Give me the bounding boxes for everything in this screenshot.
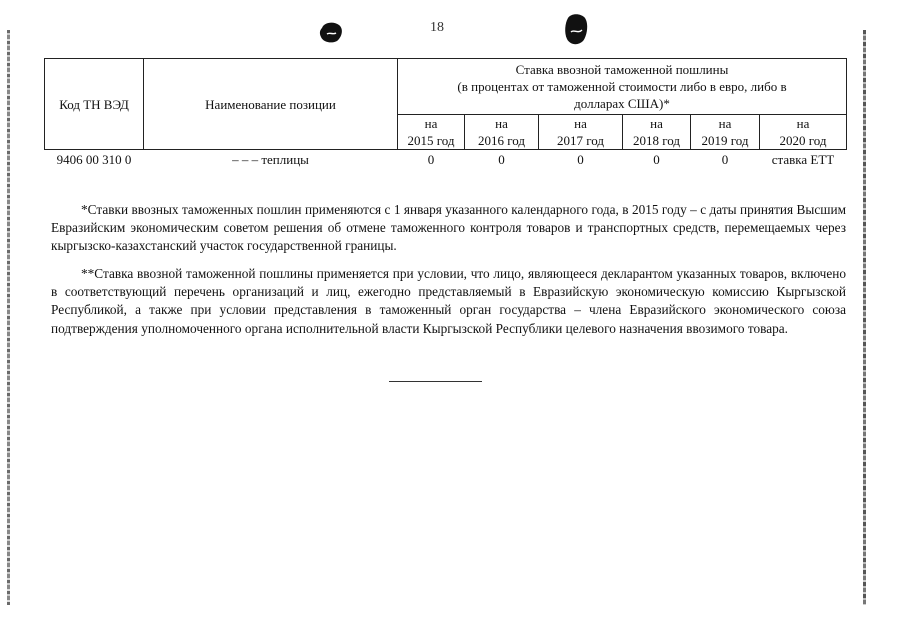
rate-cell: 0 — [498, 152, 505, 167]
year-value: 2019 год — [701, 133, 749, 148]
column-header-rate — [398, 59, 847, 115]
year-header-2018 — [623, 115, 691, 150]
year-prefix: на — [495, 116, 508, 131]
year-value: 2017 год — [557, 133, 604, 148]
year-header-2017 — [539, 115, 623, 150]
column-header-code: Код ТН ВЭД — [45, 59, 144, 150]
year-value: 2015 год — [407, 133, 455, 148]
rate-cell: 0 — [577, 152, 584, 167]
rate-cell: ставка ЕТТ — [771, 152, 835, 167]
footnote-single-asterisk: *Ставки ввозных таможенных пошлин применяются с 1 января указанного календарного года, в 2015 году – с даты принятия Высшим Евразийским экономическим советом решения об отмене таможенного контроля товаров и транспортных средств, перемещаемых через кыргызско-казахстанский участок государственной границы. — [51, 202, 846, 254]
year-header-2015 — [398, 115, 465, 150]
table-row — [45, 150, 847, 172]
row-code: 9406 00 310 0 — [56, 152, 132, 167]
rate-header-line: Ставка ввозной таможенной пошлины — [515, 62, 729, 77]
column-header-name: Наименование позиции — [144, 59, 398, 150]
year-prefix: на — [796, 116, 810, 131]
year-value: 2016 год — [478, 133, 525, 148]
scan-edge-right — [863, 30, 866, 605]
rate-cell: 0 — [721, 152, 729, 167]
year-prefix: на — [718, 116, 732, 131]
end-divider-line — [389, 381, 482, 382]
year-header-2020 — [760, 115, 847, 150]
punch-hole-mark-right — [563, 12, 589, 46]
row-name: – – – теплицы — [232, 152, 309, 167]
year-prefix: на — [574, 116, 587, 131]
rate-header-line: долларах США)* — [574, 96, 670, 111]
year-header-2016 — [465, 115, 539, 150]
rate-cell: 0 — [427, 152, 435, 167]
year-value: 2018 год — [633, 133, 680, 148]
page-number: 18 — [430, 20, 444, 35]
rate-cell: 0 — [653, 152, 660, 167]
year-prefix: на — [650, 116, 663, 131]
scan-edge-left — [7, 30, 10, 605]
punch-hole-mark-left — [318, 20, 344, 44]
footnote-double-asterisk: **Ставка ввозной таможенной пошлины применяется при условии, что лицо, являющееся декларантом указанных товаров, включено в соответствующий перечень организаций и лиц, ежегодно представляемый в Евразийскую экономическую комиссию Кыргызской Республикой, а также при условии представления в таможенный орган государства – члена Евразийского экономического союза подтверждения уполномоченного органа исполнительной власти Кыргызской Республики целевого назначения ввозимого товара. — [51, 266, 846, 336]
year-prefix: на — [424, 116, 438, 131]
rate-header-line: (в процентах от таможенной стоимости либо в евро, либо в — [457, 79, 787, 94]
tariff-table — [44, 58, 847, 171]
year-header-2019 — [691, 115, 760, 150]
year-value: 2020 год — [779, 133, 827, 148]
